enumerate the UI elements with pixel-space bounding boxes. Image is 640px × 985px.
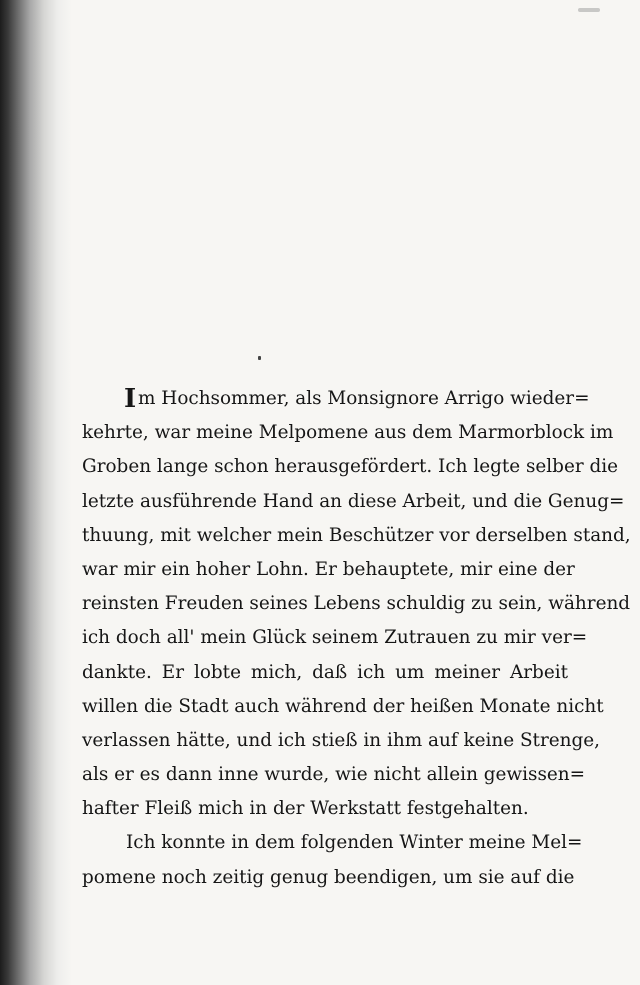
text-line: Groben lange schon herausgefördert. Ich legte selber die [82, 456, 619, 478]
text-line-content: m Hochsommer, als Monsignore Arrigo wieder= [138, 388, 590, 409]
ink-mark [258, 356, 261, 360]
text-line: letzte ausführende Hand an diese Arbeit, und die Genug= [82, 490, 625, 512]
text-line: dankte. Er lobte mich, daß ich um meiner Arbeit [82, 661, 568, 683]
text-line: ich doch all' mein Glück seinem Zutrauen zu mir ver= [82, 627, 588, 649]
drop-cap: I [124, 384, 137, 414]
text-line: als er es dann inne wurde, wie nicht allein gewissen= [82, 764, 586, 786]
text-line: willen die Stadt auch während der heißen Monate nicht [82, 695, 604, 717]
text-line [82, 382, 590, 416]
text-line: kehrte, war meine Melpomene aus dem Marmorblock im [82, 422, 614, 444]
text-line: reinsten Freuden seines Lebens schuldig zu sein, während [82, 593, 631, 615]
body-text [82, 382, 631, 895]
page-speck [578, 8, 600, 12]
text-line: war mir ein hoher Lohn. Er behauptete, mir eine der [82, 558, 575, 580]
text-line: hafter Fleiß mich in der Werkstatt festgehalten. [82, 798, 529, 820]
text-line: Ich konnte in dem folgenden Winter meine Mel= [126, 832, 583, 854]
text-line: thuung, mit welcher mein Beschützer vor derselben stand, [82, 524, 631, 546]
text-line: pomene noch zeitig genug beendigen, um sie auf die [82, 866, 575, 888]
text-line: verlassen hätte, und ich stieß in ihm auf keine Strenge, [82, 729, 600, 751]
